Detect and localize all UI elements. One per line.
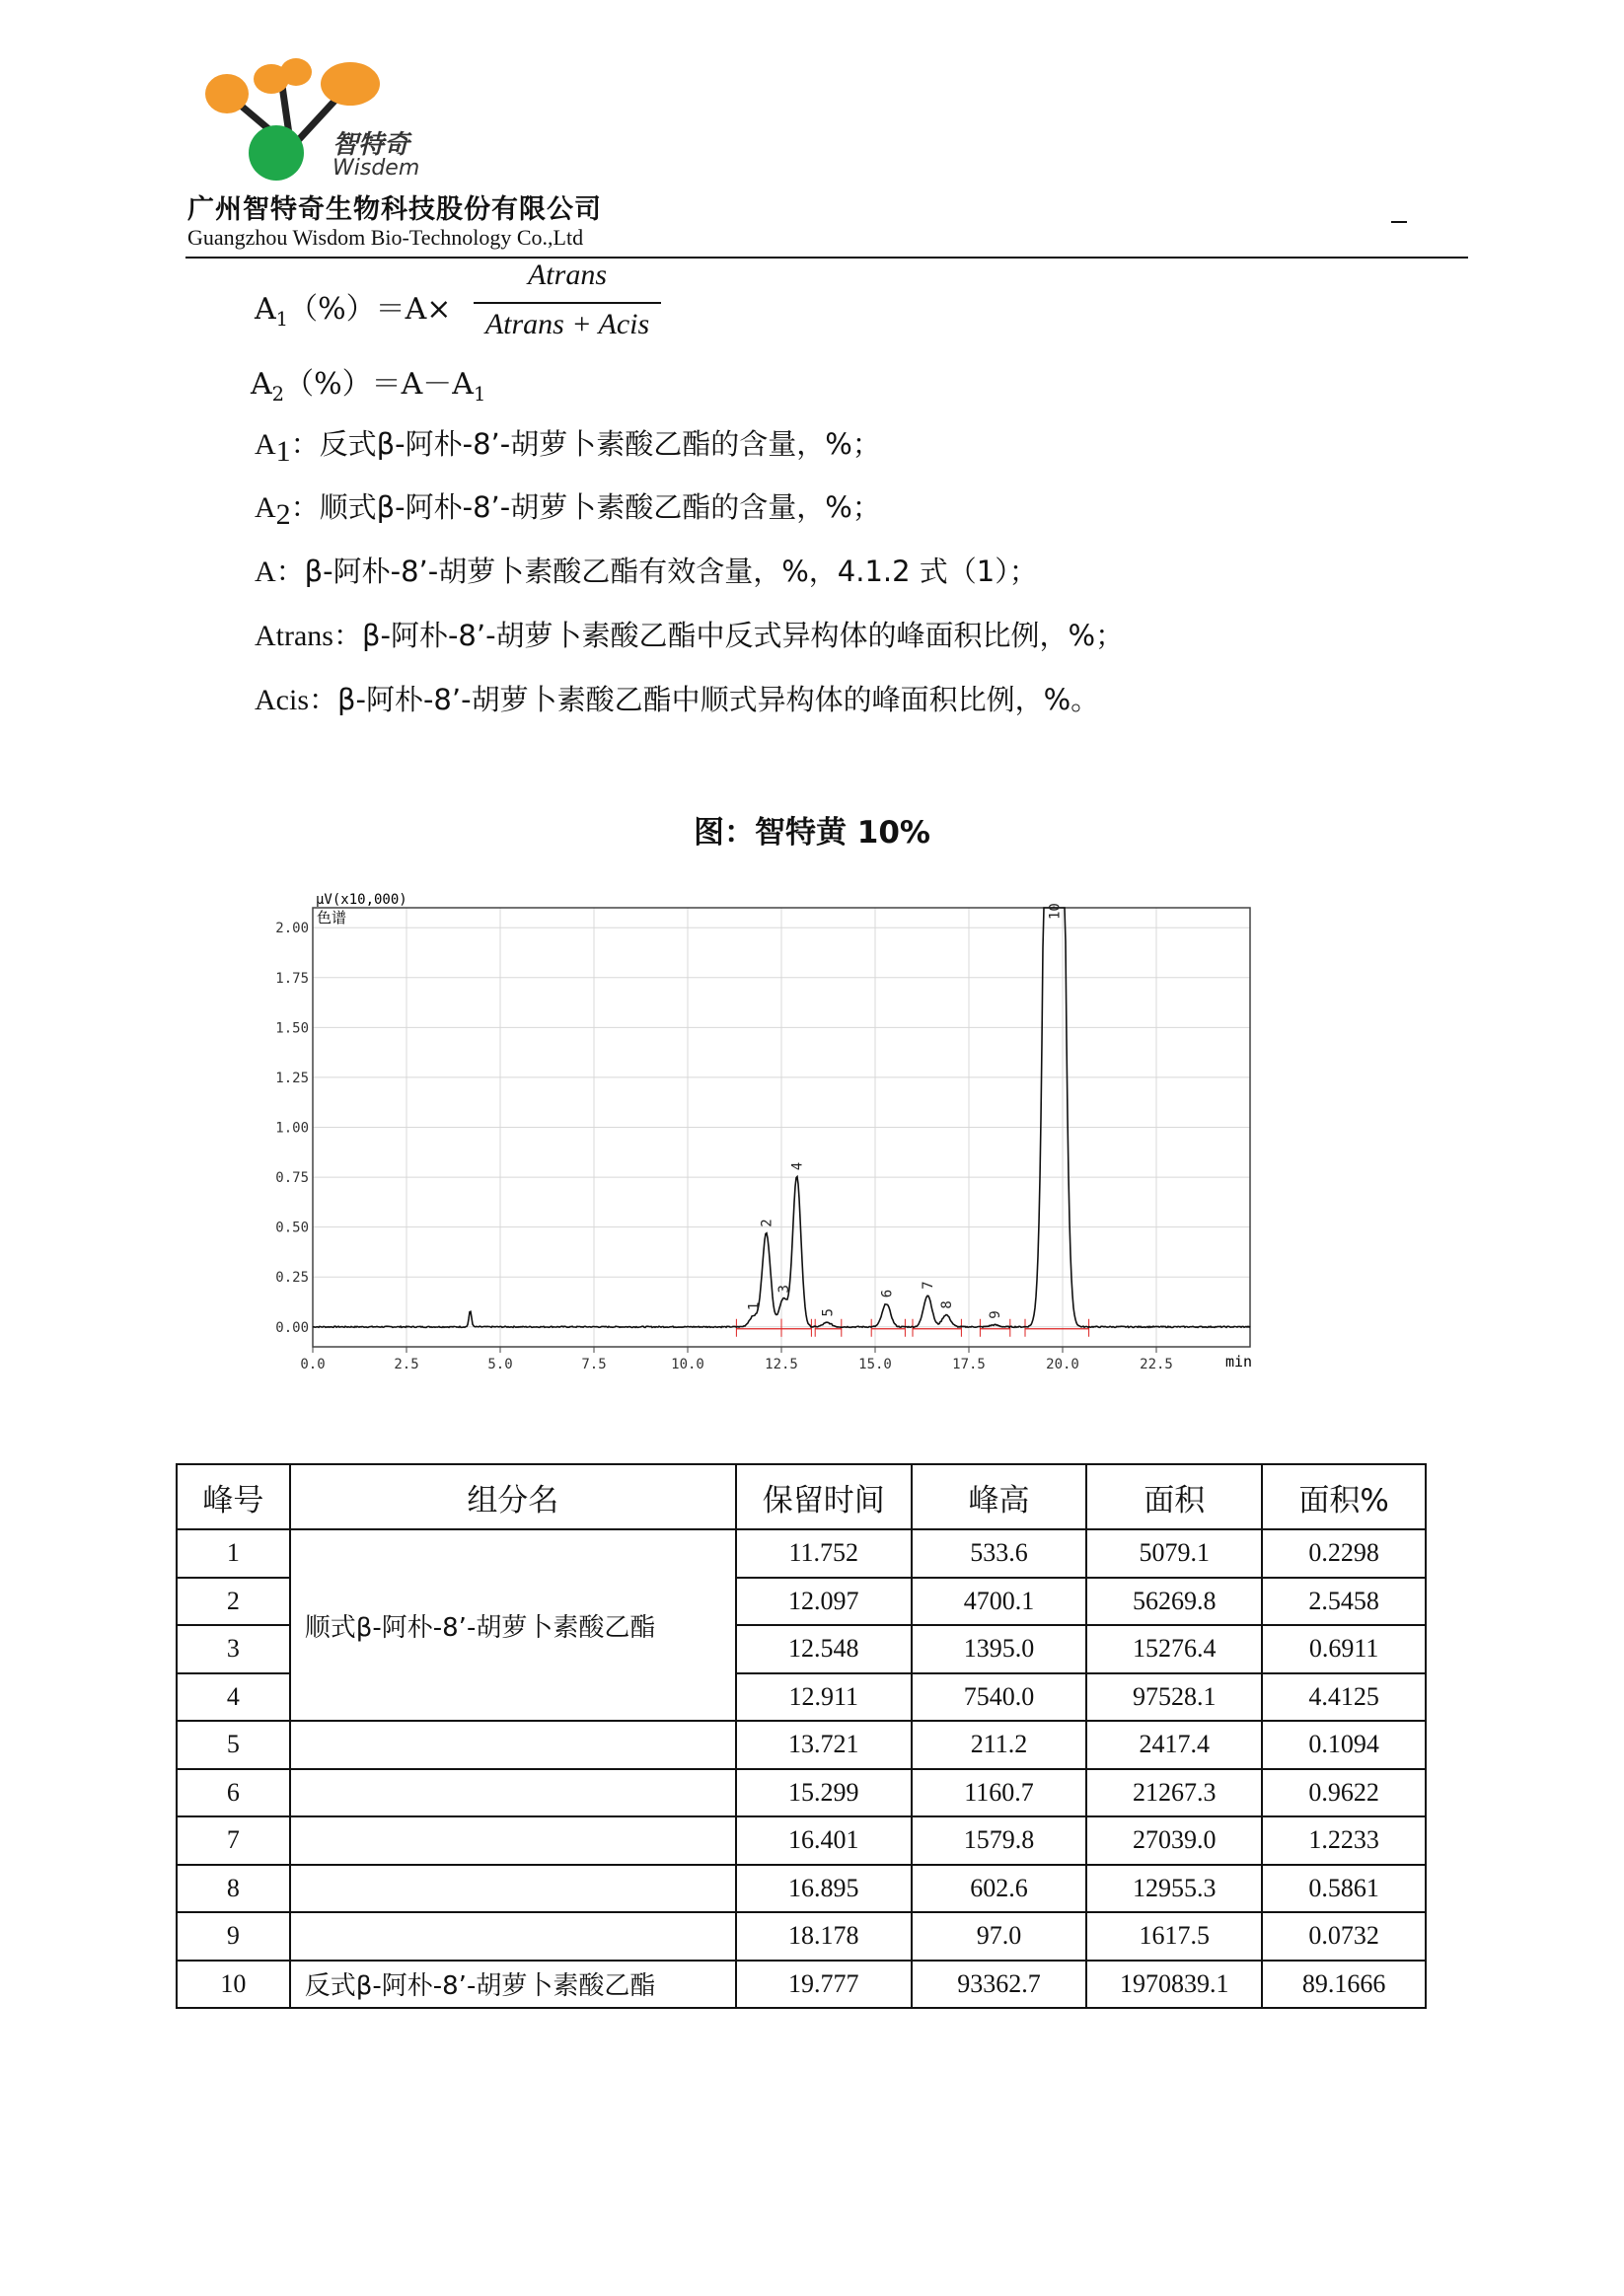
table-row: 5 13.721 211.2 2417.4 0.1094 [177,1721,1426,1769]
table-row: 9 18.178 97.0 1617.5 0.0732 [177,1912,1426,1961]
component-name-cis: 顺式β-阿朴-8’-胡萝卜素酸乙酯 [290,1529,736,1721]
peak-labels [747,903,1064,1319]
company-logo [183,54,449,183]
peak-table [176,1463,1427,2009]
figure-title: 图：智特黄 10% [694,815,930,851]
chart-grid [313,908,1250,1347]
peak-label: 5 [820,1308,837,1317]
table-header-row [177,1464,1426,1529]
logo-text-cn: 智特奇 [332,130,410,160]
y-tick-label: 1.50 [275,1020,309,1037]
x-tick-label: 22.5 [1140,1357,1173,1372]
definition-acis [255,678,1099,718]
table-row: 7 16.401 1579.8 27039.0 1.2233 [177,1816,1426,1865]
table-row: 6 15.299 1160.7 21267.3 0.9622 [177,1769,1426,1817]
definition-a1: $A_1$：反式β-阿朴-8’-胡萝卜素酸乙酯的含量，%； [255,427,881,468]
table-row: 4 12.911 7540.0 97528.1 4.4125 [177,1673,1426,1722]
trace-label: 色谱 [317,909,347,926]
peak-label: 4 [789,1161,806,1171]
header-area: 面积 [1086,1464,1262,1529]
fraction-numerator: Atrans [527,259,607,291]
formula-a1-fraction [474,259,661,341]
chart-baselines [736,1319,1088,1337]
y-tick-label: 0.75 [275,1170,309,1187]
header-dash [1391,221,1407,223]
header-peak-no: 峰号 [177,1464,290,1529]
definition-term: A [255,491,276,524]
table-row: 2 12.097 4700.1 56269.8 2.5458 [177,1578,1426,1626]
peak-label: 10 [1047,903,1064,920]
table-row: 3 12.548 1395.0 15276.4 0.6911 [177,1625,1426,1673]
logo-text-en: Wisdem [332,156,420,181]
definition-term: A [255,428,276,461]
table-row: 8 16.895 602.6 12955.3 0.5861 [177,1865,1426,1913]
x-tick-label: 15.0 [858,1357,892,1372]
definition-a2: $A_2$：顺式β-阿朴-8’-胡萝卜素酸乙酯的含量，%； [255,490,881,531]
definition-term: Acis [255,684,309,716]
company-name-en: Guangzhou Wisdom Bio-Technology Co.,Ltd [187,225,584,250]
header-rule [185,257,1468,259]
x-unit-label: min [1225,1353,1253,1370]
header-component: 组分名 [290,1464,736,1529]
x-tick-label: 20.0 [1046,1357,1079,1372]
fraction-bar [474,302,661,304]
header-peak-height: 峰高 [912,1464,1087,1529]
header-area-pct: 面积% [1262,1464,1426,1529]
y-tick-label: 1.75 [275,970,309,987]
header-retention-time: 保留时间 [736,1464,912,1529]
peak-label: 6 [879,1289,896,1298]
peak-label: 2 [759,1219,775,1227]
chart-ticks [275,921,1173,1372]
definition-text: ：反式β-阿朴-8’-胡萝卜素酸乙酯的含量，%； [290,427,881,461]
table-row: 1 顺式β-阿朴-8’-胡萝卜素酸乙酯 11.752 533.6 5079.1 0.2298 [177,1529,1426,1578]
y-tick-label: 2.00 [275,921,309,937]
definition-text: ：β-阿朴-8’-胡萝卜素酸乙酯中反式异构体的峰面积比例，%； [332,619,1125,652]
table-row: 10 反式β-阿朴-8’-胡萝卜素酸乙酯 19.777 93362.7 1970839.1 89.1666 [177,1961,1426,2009]
definition-term: A [255,555,276,588]
definition-text: ：β-阿朴-8’-胡萝卜素酸乙酯中顺式异构体的峰面积比例，%。 [309,683,1100,716]
formula-a2-text: （%）＝A－A [284,367,474,402]
x-tick-label: 10.0 [671,1357,704,1372]
x-tick-label: 7.5 [581,1357,607,1372]
definition-a [255,550,1038,590]
y-tick-label: 1.00 [275,1120,309,1137]
component-name-trans: 反式β-阿朴-8’-胡萝卜素酸乙酯 [290,1961,736,2009]
y-tick-label: 0.25 [275,1270,309,1287]
formula-a1: $A_1(\%)=A\times$ [255,292,452,331]
formula-a2: $A_2(\%)=A-A_1$ [251,367,486,406]
definition-term: Atrans [255,620,333,652]
chromatogram-chart [261,883,1268,1376]
fraction-denominator: Atrans + Acis [484,308,650,340]
peak-label: 8 [939,1300,956,1309]
definition-atrans [255,614,1124,654]
formula-a1-lhs: （%）＝A× [288,292,452,327]
y-tick-label: 0.00 [275,1319,309,1336]
y-tick-label: 1.25 [275,1070,309,1086]
y-unit-label: μV(x10,000) [316,892,407,908]
peak-label: 3 [775,1285,792,1294]
x-tick-label: 0.0 [300,1357,326,1372]
y-tick-label: 0.50 [275,1220,309,1236]
x-tick-label: 12.5 [765,1357,798,1372]
company-name-cn: 广州智特奇生物科技股份有限公司 [187,194,602,225]
x-tick-label: 5.0 [487,1357,513,1372]
x-tick-label: 2.5 [394,1357,419,1372]
peak-label: 9 [987,1310,1003,1319]
definition-text: ：顺式β-阿朴-8’-胡萝卜素酸乙酯的含量，%； [290,490,881,524]
x-tick-label: 17.5 [952,1357,986,1372]
definition-text: ：β-阿朴-8’-胡萝卜素酸乙酯有效含量，%，4.1.2 式（1）； [275,555,1038,588]
peak-label: 7 [921,1281,937,1290]
peak-label: 1 [746,1301,763,1311]
